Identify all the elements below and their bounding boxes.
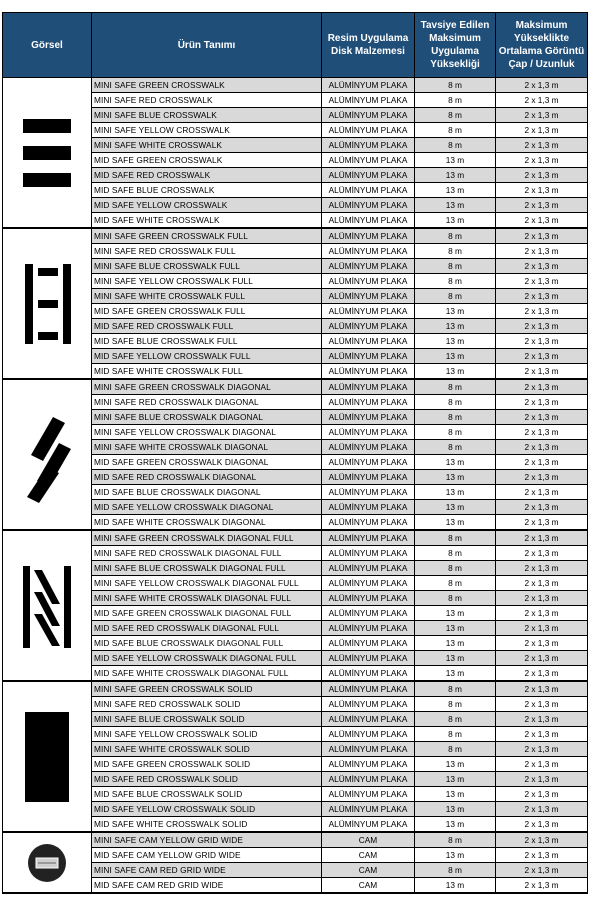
material-cell: ALÜMİNYUM PLAKA — [322, 334, 415, 349]
height-cell: 8 m — [415, 78, 496, 93]
material-cell: ALÜMİNYUM PLAKA — [322, 138, 415, 153]
product-name-cell: MINI SAFE RED CROSSWALK DIAGONAL FULL — [92, 546, 322, 561]
product-name-cell: MINI SAFE BLUE CROSSWALK DIAGONAL — [92, 410, 322, 425]
material-cell: ALÜMİNYUM PLAKA — [322, 697, 415, 712]
height-cell: 13 m — [415, 334, 496, 349]
material-cell: ALÜMİNYUM PLAKA — [322, 470, 415, 485]
height-cell: 13 m — [415, 666, 496, 682]
height-cell: 8 m — [415, 712, 496, 727]
material-cell: CAM — [322, 832, 415, 848]
material-cell: ALÜMİNYUM PLAKA — [322, 742, 415, 757]
material-cell: ALÜMİNYUM PLAKA — [322, 651, 415, 666]
height-cell: 8 m — [415, 832, 496, 848]
header-height: Tavsiye Edilen Maksimum Uygulama Yüksekliği — [415, 13, 496, 78]
crosswalk-diagonal-icon — [7, 405, 87, 505]
product-name-cell: MINI SAFE BLUE CROSSWALK FULL — [92, 259, 322, 274]
material-cell: ALÜMİNYUM PLAKA — [322, 515, 415, 531]
material-cell: ALÜMİNYUM PLAKA — [322, 379, 415, 395]
diameter-cell: 2 x 1,3 m — [496, 274, 588, 289]
diameter-cell: 2 x 1,3 m — [496, 153, 588, 168]
material-cell: ALÜMİNYUM PLAKA — [322, 168, 415, 183]
diameter-cell: 2 x 1,3 m — [496, 712, 588, 727]
height-cell: 13 m — [415, 304, 496, 319]
material-cell: ALÜMİNYUM PLAKA — [322, 319, 415, 334]
diameter-cell: 2 x 1,3 m — [496, 591, 588, 606]
table-row — [3, 681, 588, 697]
material-cell: ALÜMİNYUM PLAKA — [322, 485, 415, 500]
material-cell: ALÜMİNYUM PLAKA — [322, 395, 415, 410]
header-product: Ürün Tanımı — [92, 13, 322, 78]
height-cell: 13 m — [415, 787, 496, 802]
diameter-cell: 2 x 1,3 m — [496, 259, 588, 274]
product-name-cell: MINI SAFE YELLOW CROSSWALK SOLID — [92, 727, 322, 742]
height-cell: 13 m — [415, 878, 496, 894]
material-cell: ALÜMİNYUM PLAKA — [322, 727, 415, 742]
icon-shape — [23, 119, 71, 133]
cam-grid-disk-icon — [7, 835, 87, 891]
material-cell: ALÜMİNYUM PLAKA — [322, 500, 415, 515]
product-name-cell: MINI SAFE CAM RED GRID WIDE — [92, 863, 322, 878]
icon-shape — [23, 146, 71, 160]
height-cell: 13 m — [415, 772, 496, 787]
product-name-cell: MID SAFE RED CROSSWALK DIAGONAL — [92, 470, 322, 485]
product-name-cell: MINI SAFE YELLOW CROSSWALK — [92, 123, 322, 138]
product-name-cell: MINI SAFE YELLOW CROSSWALK FULL — [92, 274, 322, 289]
diameter-cell: 2 x 1,3 m — [496, 395, 588, 410]
diameter-cell: 2 x 1,3 m — [496, 334, 588, 349]
diameter-cell: 2 x 1,3 m — [496, 697, 588, 712]
product-name-cell: MID SAFE CAM RED GRID WIDE — [92, 878, 322, 894]
height-cell: 13 m — [415, 636, 496, 651]
diameter-cell: 2 x 1,3 m — [496, 138, 588, 153]
material-cell: ALÜMİNYUM PLAKA — [322, 410, 415, 425]
height-cell: 8 m — [415, 108, 496, 123]
material-cell: ALÜMİNYUM PLAKA — [322, 591, 415, 606]
diameter-cell: 2 x 1,3 m — [496, 108, 588, 123]
icon-shape — [23, 173, 71, 187]
height-cell: 13 m — [415, 364, 496, 380]
diameter-cell: 2 x 1,3 m — [496, 742, 588, 757]
diameter-cell: 2 x 1,3 m — [496, 832, 588, 848]
height-cell: 8 m — [415, 530, 496, 546]
material-cell: ALÜMİNYUM PLAKA — [322, 817, 415, 833]
height-cell: 8 m — [415, 863, 496, 878]
height-cell: 8 m — [415, 244, 496, 259]
crosswalk-solid-icon — [7, 707, 87, 807]
height-cell: 13 m — [415, 153, 496, 168]
diameter-cell: 2 x 1,3 m — [496, 78, 588, 93]
height-cell: 8 m — [415, 274, 496, 289]
header-row — [3, 13, 588, 78]
table-row — [3, 228, 588, 244]
product-name-cell: MID SAFE GREEN CROSSWALK — [92, 153, 322, 168]
diameter-cell: 2 x 1,3 m — [496, 244, 588, 259]
material-cell: ALÜMİNYUM PLAKA — [322, 530, 415, 546]
diameter-cell: 2 x 1,3 m — [496, 802, 588, 817]
product-name-cell: MID SAFE GREEN CROSSWALK SOLID — [92, 757, 322, 772]
material-cell: ALÜMİNYUM PLAKA — [322, 802, 415, 817]
header-material: Resim Uygulama Disk Malzemesi — [322, 13, 415, 78]
diameter-cell: 2 x 1,3 m — [496, 213, 588, 229]
material-cell: ALÜMİNYUM PLAKA — [322, 606, 415, 621]
material-cell: ALÜMİNYUM PLAKA — [322, 93, 415, 108]
material-cell: ALÜMİNYUM PLAKA — [322, 712, 415, 727]
product-name-cell: MINI SAFE GREEN CROSSWALK — [92, 78, 322, 93]
height-cell: 13 m — [415, 168, 496, 183]
product-name-cell: MINI SAFE GREEN CROSSWALK FULL — [92, 228, 322, 244]
product-name-cell: MINI SAFE GREEN CROSSWALK DIAGONAL — [92, 379, 322, 395]
height-cell: 8 m — [415, 546, 496, 561]
height-cell: 8 m — [415, 289, 496, 304]
product-name-cell: MINI SAFE GREEN CROSSWALK SOLID — [92, 681, 322, 697]
product-name-cell: MINI SAFE BLUE CROSSWALK DIAGONAL FULL — [92, 561, 322, 576]
height-cell: 13 m — [415, 470, 496, 485]
height-cell: 13 m — [415, 500, 496, 515]
height-cell: 8 m — [415, 727, 496, 742]
material-cell: ALÜMİNYUM PLAKA — [322, 440, 415, 455]
diameter-cell: 2 x 1,3 m — [496, 500, 588, 515]
height-cell: 8 m — [415, 697, 496, 712]
material-cell: ALÜMİNYUM PLAKA — [322, 772, 415, 787]
material-cell: ALÜMİNYUM PLAKA — [322, 259, 415, 274]
diameter-cell: 2 x 1,3 m — [496, 364, 588, 380]
product-name-cell: MINI SAFE YELLOW CROSSWALK DIAGONAL FULL — [92, 576, 322, 591]
height-cell: 8 m — [415, 742, 496, 757]
height-cell: 8 m — [415, 379, 496, 395]
table-row — [3, 78, 588, 93]
diameter-cell: 2 x 1,3 m — [496, 198, 588, 213]
height-cell: 8 m — [415, 425, 496, 440]
product-name-cell: MID SAFE RED CROSSWALK — [92, 168, 322, 183]
height-cell: 8 m — [415, 138, 496, 153]
material-cell: ALÜMİNYUM PLAKA — [322, 244, 415, 259]
height-cell: 13 m — [415, 757, 496, 772]
header-diameter: Maksimum Yükseklikte Ortalama Görüntü Çap / Uzunluk — [496, 13, 588, 78]
diameter-cell: 2 x 1,3 m — [496, 183, 588, 198]
diameter-cell: 2 x 1,3 m — [496, 410, 588, 425]
material-cell: ALÜMİNYUM PLAKA — [322, 228, 415, 244]
product-name-cell: MID SAFE RED CROSSWALK SOLID — [92, 772, 322, 787]
product-name-cell: MINI SAFE RED CROSSWALK DIAGONAL — [92, 395, 322, 410]
diameter-cell: 2 x 1,3 m — [496, 757, 588, 772]
product-name-cell: MID SAFE WHITE CROSSWALK FULL — [92, 364, 322, 380]
product-image-cell — [3, 832, 92, 893]
diameter-cell: 2 x 1,3 m — [496, 817, 588, 833]
height-cell: 13 m — [415, 213, 496, 229]
product-image-cell — [3, 78, 92, 229]
product-name-cell: MID SAFE BLUE CROSSWALK DIAGONAL — [92, 485, 322, 500]
material-cell: ALÜMİNYUM PLAKA — [322, 108, 415, 123]
product-name-cell: MID SAFE BLUE CROSSWALK — [92, 183, 322, 198]
product-name-cell: MID SAFE YELLOW CROSSWALK SOLID — [92, 802, 322, 817]
diameter-cell: 2 x 1,3 m — [496, 666, 588, 682]
material-cell: ALÜMİNYUM PLAKA — [322, 123, 415, 138]
height-cell: 13 m — [415, 802, 496, 817]
height-cell: 8 m — [415, 228, 496, 244]
product-name-cell: MINI SAFE BLUE CROSSWALK SOLID — [92, 712, 322, 727]
product-name-cell: MINI SAFE CAM YELLOW GRID WIDE — [92, 832, 322, 848]
product-image-cell — [3, 379, 92, 530]
product-name-cell: MID SAFE WHITE CROSSWALK — [92, 213, 322, 229]
product-name-cell: MID SAFE GREEN CROSSWALK DIAGONAL — [92, 455, 322, 470]
height-cell: 13 m — [415, 606, 496, 621]
diameter-cell: 2 x 1,3 m — [496, 546, 588, 561]
material-cell: CAM — [322, 848, 415, 863]
diameter-cell: 2 x 1,3 m — [496, 228, 588, 244]
height-cell: 13 m — [415, 198, 496, 213]
height-cell: 8 m — [415, 440, 496, 455]
product-name-cell: MID SAFE CAM YELLOW GRID WIDE — [92, 848, 322, 863]
diameter-cell: 2 x 1,3 m — [496, 787, 588, 802]
table-body — [3, 78, 588, 894]
diameter-cell: 2 x 1,3 m — [496, 379, 588, 395]
table-row — [3, 379, 588, 395]
material-cell: ALÜMİNYUM PLAKA — [322, 425, 415, 440]
height-cell: 13 m — [415, 485, 496, 500]
material-cell: ALÜMİNYUM PLAKA — [322, 666, 415, 682]
product-name-cell: MID SAFE WHITE CROSSWALK DIAGONAL — [92, 515, 322, 531]
material-cell: ALÜMİNYUM PLAKA — [322, 183, 415, 198]
material-cell: ALÜMİNYUM PLAKA — [322, 274, 415, 289]
height-cell: 8 m — [415, 123, 496, 138]
product-name-cell: MID SAFE BLUE CROSSWALK FULL — [92, 334, 322, 349]
diameter-cell: 2 x 1,3 m — [496, 772, 588, 787]
material-cell: ALÜMİNYUM PLAKA — [322, 78, 415, 93]
diameter-cell: 2 x 1,3 m — [496, 561, 588, 576]
product-name-cell: MID SAFE WHITE CROSSWALK SOLID — [92, 817, 322, 833]
material-cell: CAM — [322, 863, 415, 878]
material-cell: ALÜMİNYUM PLAKA — [322, 153, 415, 168]
product-name-cell: MID SAFE YELLOW CROSSWALK DIAGONAL — [92, 500, 322, 515]
product-name-cell: MID SAFE YELLOW CROSSWALK — [92, 198, 322, 213]
product-name-cell: MINI SAFE WHITE CROSSWALK DIAGONAL FULL — [92, 591, 322, 606]
product-name-cell: MID SAFE BLUE CROSSWALK DIAGONAL FULL — [92, 636, 322, 651]
diameter-cell: 2 x 1,3 m — [496, 93, 588, 108]
product-name-cell: MINI SAFE WHITE CROSSWALK DIAGONAL — [92, 440, 322, 455]
product-name-cell: MID SAFE GREEN CROSSWALK FULL — [92, 304, 322, 319]
diameter-cell: 2 x 1,3 m — [496, 681, 588, 697]
height-cell: 8 m — [415, 410, 496, 425]
diameter-cell: 2 x 1,3 m — [496, 621, 588, 636]
material-cell: ALÜMİNYUM PLAKA — [322, 757, 415, 772]
diameter-cell: 2 x 1,3 m — [496, 863, 588, 878]
product-name-cell: MID SAFE RED CROSSWALK DIAGONAL FULL — [92, 621, 322, 636]
diameter-cell: 2 x 1,3 m — [496, 530, 588, 546]
crosswalk-diagonal-full-icon — [7, 556, 87, 656]
header-image: Görsel — [3, 13, 92, 78]
diameter-cell: 2 x 1,3 m — [496, 168, 588, 183]
material-cell: ALÜMİNYUM PLAKA — [322, 455, 415, 470]
diameter-cell: 2 x 1,3 m — [496, 425, 588, 440]
height-cell: 8 m — [415, 591, 496, 606]
product-name-cell: MID SAFE RED CROSSWALK FULL — [92, 319, 322, 334]
crosswalk-full-icon — [7, 254, 87, 354]
diameter-cell: 2 x 1,3 m — [496, 636, 588, 651]
height-cell: 8 m — [415, 395, 496, 410]
diameter-cell: 2 x 1,3 m — [496, 606, 588, 621]
height-cell: 8 m — [415, 681, 496, 697]
material-cell: ALÜMİNYUM PLAKA — [322, 561, 415, 576]
material-cell: ALÜMİNYUM PLAKA — [322, 198, 415, 213]
product-name-cell: MINI SAFE GREEN CROSSWALK DIAGONAL FULL — [92, 530, 322, 546]
product-table — [2, 12, 588, 894]
diameter-cell: 2 x 1,3 m — [496, 470, 588, 485]
diameter-cell: 2 x 1,3 m — [496, 727, 588, 742]
product-name-cell: MINI SAFE WHITE CROSSWALK SOLID — [92, 742, 322, 757]
material-cell: ALÜMİNYUM PLAKA — [322, 681, 415, 697]
product-name-cell: MINI SAFE RED CROSSWALK SOLID — [92, 697, 322, 712]
material-cell: ALÜMİNYUM PLAKA — [322, 621, 415, 636]
diameter-cell: 2 x 1,3 m — [496, 455, 588, 470]
height-cell: 13 m — [415, 817, 496, 833]
height-cell: 13 m — [415, 848, 496, 863]
product-name-cell: MINI SAFE BLUE CROSSWALK — [92, 108, 322, 123]
diameter-cell: 2 x 1,3 m — [496, 349, 588, 364]
icon-shape — [38, 268, 58, 276]
height-cell: 13 m — [415, 651, 496, 666]
icon-shape — [63, 264, 71, 344]
diameter-cell: 2 x 1,3 m — [496, 515, 588, 531]
diameter-cell: 2 x 1,3 m — [496, 848, 588, 863]
icon-shape — [23, 566, 30, 648]
height-cell: 8 m — [415, 576, 496, 591]
height-cell: 13 m — [415, 455, 496, 470]
height-cell: 13 m — [415, 349, 496, 364]
material-cell: ALÜMİNYUM PLAKA — [322, 787, 415, 802]
icon-shape — [38, 332, 58, 340]
diameter-cell: 2 x 1,3 m — [496, 289, 588, 304]
product-name-cell: MID SAFE YELLOW CROSSWALK DIAGONAL FULL — [92, 651, 322, 666]
product-image-cell — [3, 228, 92, 379]
material-cell: ALÜMİNYUM PLAKA — [322, 289, 415, 304]
icon-shape — [64, 566, 71, 648]
crosswalk-bars-icon — [7, 103, 87, 203]
icon-shape — [38, 300, 58, 308]
product-name-cell: MID SAFE BLUE CROSSWALK SOLID — [92, 787, 322, 802]
icon-shape — [25, 264, 33, 344]
diameter-cell: 2 x 1,3 m — [496, 304, 588, 319]
diameter-cell: 2 x 1,3 m — [496, 485, 588, 500]
diameter-cell: 2 x 1,3 m — [496, 651, 588, 666]
height-cell: 13 m — [415, 319, 496, 334]
product-image-cell — [3, 681, 92, 832]
material-cell: ALÜMİNYUM PLAKA — [322, 546, 415, 561]
height-cell: 8 m — [415, 259, 496, 274]
diameter-cell: 2 x 1,3 m — [496, 440, 588, 455]
material-cell: CAM — [322, 878, 415, 894]
product-name-cell: MINI SAFE WHITE CROSSWALK — [92, 138, 322, 153]
height-cell: 8 m — [415, 93, 496, 108]
product-name-cell: MID SAFE GREEN CROSSWALK DIAGONAL FULL — [92, 606, 322, 621]
height-cell: 8 m — [415, 561, 496, 576]
diameter-cell: 2 x 1,3 m — [496, 319, 588, 334]
table-row — [3, 530, 588, 546]
material-cell: ALÜMİNYUM PLAKA — [322, 213, 415, 229]
material-cell: ALÜMİNYUM PLAKA — [322, 349, 415, 364]
product-name-cell: MID SAFE YELLOW CROSSWALK FULL — [92, 349, 322, 364]
height-cell: 13 m — [415, 621, 496, 636]
material-cell: ALÜMİNYUM PLAKA — [322, 364, 415, 380]
diameter-cell: 2 x 1,3 m — [496, 576, 588, 591]
icon-shape — [25, 712, 69, 802]
diameter-cell: 2 x 1,3 m — [496, 123, 588, 138]
product-name-cell: MINI SAFE RED CROSSWALK FULL — [92, 244, 322, 259]
height-cell: 13 m — [415, 183, 496, 198]
table-row — [3, 832, 588, 848]
product-name-cell: MID SAFE WHITE CROSSWALK DIAGONAL FULL — [92, 666, 322, 682]
height-cell: 13 m — [415, 515, 496, 531]
product-name-cell: MINI SAFE YELLOW CROSSWALK DIAGONAL — [92, 425, 322, 440]
product-image-cell — [3, 530, 92, 681]
material-cell: ALÜMİNYUM PLAKA — [322, 304, 415, 319]
product-name-cell: MINI SAFE WHITE CROSSWALK FULL — [92, 289, 322, 304]
material-cell: ALÜMİNYUM PLAKA — [322, 576, 415, 591]
product-name-cell: MINI SAFE RED CROSSWALK — [92, 93, 322, 108]
material-cell: ALÜMİNYUM PLAKA — [322, 636, 415, 651]
diameter-cell: 2 x 1,3 m — [496, 878, 588, 894]
